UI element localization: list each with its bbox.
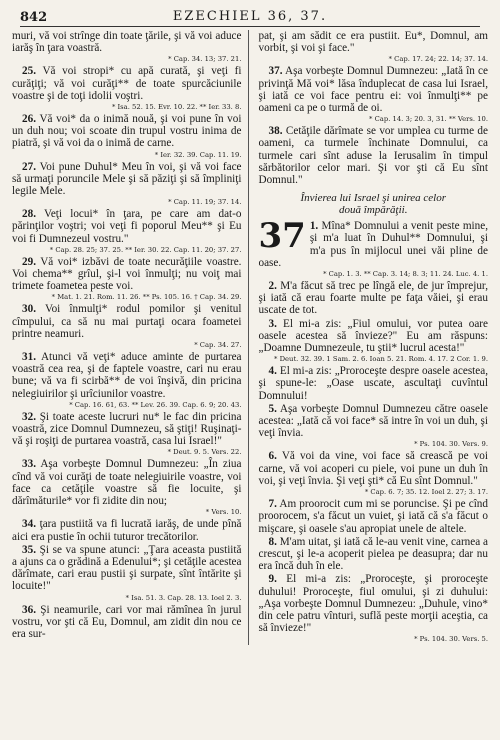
chapter-opening	[258, 216, 489, 269]
section-title-line-2: două împărăţii.	[339, 204, 408, 217]
verse-text: Voi pune Duhul* Meu în voi, şi vă voi face să urmaţi poruncile Mele şi să păziţi şi să împliniţi legile Mele.	[12, 160, 242, 198]
cross-reference: * Deut. 32. 39. 1 Sam. 2. 6. Ioan 5. 21. Rom. 4. 17. 2 Cor. 1. 9.	[274, 355, 488, 364]
verse-text: Vă voi* izbăvi de toate necurăţiile voastre. Voi chema** grîul, şi-l voi înmulţi; nu voiţ mai trimete foametea peste voi.	[12, 255, 242, 293]
verse	[259, 365, 489, 402]
verse-number: 2.	[268, 280, 277, 293]
cross-reference: * Ier. 32. 39. Cap. 11. 19.	[154, 150, 242, 159]
verse-number: 28.	[22, 208, 36, 221]
verse	[259, 536, 489, 573]
verse	[12, 65, 242, 102]
chapter-number: 37	[258, 216, 306, 257]
verse	[12, 458, 242, 507]
cross-reference: * Cap. 11. 19; 37. 14.	[168, 198, 242, 207]
verse-number: 30.	[22, 303, 36, 316]
verse-text: Aşa vorbeşte Domnul Dumnezeu către oasele acestea: „Iată că voi face* să intre în voi un duh, şi veţi învia.	[258, 402, 488, 440]
verse-text: Aşa vorbeşte Domnul Dumnezeu: „Iată în ce privinţă Mă voi* lăsa înduplecat de casa lui Israel, şi iată ce voi face pentru ei: voi înmulţi** pe oameni ca pe o turmă de oi.	[258, 65, 488, 115]
cross-reference: * Cap. 14. 3; 20. 3, 31. ** Vers. 10.	[369, 115, 488, 124]
verse-text: Cetăţile dărîmate se vor umplea cu turme de oameni, ca turmele închinate Domnului, ca turmele cari sînt aduse la Ierusalim în timpul sărbătorilor celor mari. Şi vor şti că Eu sînt Domnul."	[258, 125, 488, 187]
verse-text: El mi-a zis: „Fiul omului, vor putea oare oasele acestea să învieze?" Eu am răspuns: „Doamne Dumnezeule, tu ştii* lucrul acesta!"	[258, 317, 488, 355]
page-number: 842	[20, 10, 48, 25]
verse-text: El mi-a zis: „Proroceşte despre oasele acestea, şi spune-le: „Oase uscate, ascultaţi cuvîntul Domnului!	[258, 365, 489, 402]
verse	[12, 351, 242, 400]
section-title	[259, 192, 489, 216]
cross-reference: * Cap. 1. 3. ** Cap. 3. 14; 8. 3; 11. 24. Luc. 4. 1.	[323, 270, 488, 279]
verse-number: 7.	[268, 498, 277, 511]
cross-reference: * Cap. 17. 24; 22. 14; 37. 14.	[388, 55, 488, 64]
verse-text: Voi înmulţi* rodul pomilor şi venitul cîmpului, ca să nu mai purtaţi ocara foametei printre neamuri.	[12, 303, 242, 340]
verse	[12, 161, 242, 198]
verse-number: 35.	[22, 543, 36, 556]
verse	[259, 280, 489, 317]
section-title-line-1: Învierea lui Israel şi unirea celor	[300, 192, 446, 205]
verse-number: 33.	[22, 458, 36, 471]
verse	[12, 411, 242, 448]
verse-number: 5.	[268, 402, 277, 415]
verse-number: 27.	[22, 160, 36, 173]
verse-text: ţara pustiită va fi lucrată iarăş, de unde pînă aici era pustie în ochii tuturor trecătorilor.	[12, 518, 242, 543]
verse-text: Veţi locui* în ţara, pe care am dat-o părinţilor voştri; voi veţi fi poporul Meu** şi Eu voi fi Dumnezeul vostru."	[12, 208, 242, 245]
verse-text: El mi-a zis: „Proroceşte, şi proroceşte duhului! Proroceşte, fiul omului, şi zi duhului: „Aşa vorbeşte Domnul Dumnezeu: „Duhule, vino* din cele patru vînturi, suflă peste morţii aceştia, ca să învieze!"	[258, 573, 489, 635]
verse	[259, 403, 489, 440]
verse-number: 29.	[22, 255, 36, 268]
verse	[259, 450, 489, 487]
verse-number: 34.	[22, 518, 36, 531]
verse-number: 26.	[22, 113, 36, 126]
cross-reference: * Ps. 104. 30. Vers. 9.	[414, 440, 488, 449]
verse-continuation	[12, 30, 242, 54]
cross-reference: * Cap. 6. 7; 35. 12. Ioel 2. 27; 3. 17.	[364, 488, 488, 497]
verse-text: Şi se va spune atunci: „Ţara aceasta pustiită a ajuns ca o grădină a Edenului*; şi cetăţile acestea dărîmate, cari erau pustii şi surpate, sînt întărite şi locuite!"	[12, 543, 242, 593]
page-header	[12, 8, 488, 26]
cross-reference: * Mat. 1. 21. Rom. 11. 26. ** Ps. 105. 16. † Cap. 34. 29.	[51, 293, 242, 302]
verse	[12, 113, 242, 150]
cross-reference: * Isa. 52. 15. Evr. 10. 22. ** Ier. 33. 8.	[111, 103, 242, 112]
verse	[12, 518, 242, 542]
verse-text: Atunci vă veţi* aduce aminte de purtarea voastră cea rea, şi de faptele voastre, cari nu erau bune; vă va fi scirbă** de voi înşivă, din pricina nelegiuirilor şi urîciunilor voastre.	[12, 351, 242, 400]
verse-text: Am proorocit cum mi se poruncise. Şi pe cînd proorocem, s'a făcut un vuiet, şi iată că s'a făcut o mişcare, şi oasele s'au apropiat unele de altele.	[258, 498, 488, 535]
verse-text: M'am uitat, şi iată că le-au venit vine, carnea a crescut, şi le-a acoperit pielea pe deasupra; dar nu era încă duh în ele.	[258, 535, 489, 573]
verse-text: Vă voi* da o inimă nouă, şi voi pune în voi un duh nou; voi scoate din trupul vostru inima de piatră, şi vă voi da o inimă de carne.	[12, 113, 242, 150]
verse	[12, 303, 242, 340]
verse	[12, 256, 242, 293]
verse	[259, 125, 489, 186]
verse	[259, 65, 489, 114]
verse-number: 6.	[268, 450, 277, 463]
cross-reference: * Cap. 34. 27.	[194, 341, 242, 350]
verse-number: 36.	[22, 603, 36, 616]
verse-number: 31.	[22, 351, 36, 364]
cross-reference: * Cap. 34. 13; 37. 21.	[168, 55, 242, 64]
verse	[259, 498, 489, 535]
running-title: EZECHIEL 36, 37.	[172, 9, 328, 24]
verse	[259, 573, 489, 634]
verse-number: 32.	[22, 410, 36, 423]
cross-reference: * Deut. 9. 5. Vers. 22.	[167, 448, 242, 457]
verse-number: 9.	[268, 573, 277, 586]
verse-text: Mîna* Domnului a venit peste mine, şi m'a luat în Duhul** Domnului, şi m'a pus în mijlocul unei văi pline de oase.	[258, 220, 489, 269]
cross-reference: * Vers. 10.	[205, 508, 242, 517]
verse-continuation	[259, 30, 489, 54]
right-column-bottom	[259, 270, 489, 643]
verse-number: 25.	[22, 65, 36, 78]
right-column	[259, 30, 489, 645]
verse-text: Vă voi stropi* cu apă curată, şi veţi fi curăţiţi; vă voi curăţi** de toate spurcăciunile voastre şi de toţi idolii voştri.	[12, 65, 242, 102]
right-column-top	[259, 30, 489, 186]
verse	[12, 544, 242, 593]
verse-number: 38.	[268, 125, 283, 138]
verse-number: 37.	[268, 65, 283, 78]
cross-reference: * Cap. 16. 61, 63. ** Lev. 26. 39. Cap. 6. 9; 20. 43.	[69, 400, 242, 409]
left-column	[12, 30, 249, 645]
verse	[12, 604, 242, 641]
verse	[259, 318, 489, 355]
cross-reference: * Cap. 28. 25; 37. 25. ** Ier. 30. 22. Cap. 11. 20; 37. 27.	[49, 245, 242, 254]
verse-text: muri, vă voi strînge din toate ţările, şi vă voi aduce iarăş în ţara voastră.	[12, 30, 242, 55]
verse-number: 1.	[309, 220, 319, 233]
header-rule	[20, 26, 480, 27]
verse	[12, 208, 242, 245]
verse-number: 3.	[268, 317, 277, 330]
verse-text: M'a făcut să trec pe lîngă ele, de jur împrejur, şi iată că erau foarte multe pe faţa văiei, şi erau uscate de tot.	[258, 280, 488, 317]
verse-text: Şi neamurile, cari vor mai rămînea în jurul vostru, vor şti că Eu, Domnul, am zidit din nou ce era sur-	[12, 603, 242, 640]
verse-text: Vă voi da vine, voi face să crească pe voi carne, vă voi acoperi cu piele, voi pune un duh în voi, şi veţi învia. Şi veţi şti* că Eu sînt Domnul."	[258, 450, 488, 487]
text-columns	[12, 30, 488, 645]
verse-text: Aşa vorbeşte Domnul Dumnezeu: „În ziua cînd vă voi curăţi de toate nelegiuirile voastre, voi face ca cetăţile voastre să fie locuite, şi dărîmăturile* vor fi zidite din nou;	[12, 458, 242, 508]
cross-reference: * Isa. 51. 3. Cap. 28. 13. Ioel 2. 3.	[125, 593, 242, 602]
cross-reference: * Ps. 104. 30. Vers. 5.	[414, 635, 488, 644]
verse-text: pat, şi am sădit ce era pustiit. Eu*, Domnul, am vorbit, şi voi şi face."	[258, 30, 488, 55]
verse-number: 8.	[268, 535, 277, 548]
verse-text: Şi toate aceste lucruri nu* le fac din pricina voastră, zice Domnul Dumnezeu, să ştiţi! Ruşinaţi-vă şi roşiţi de purtarea voastră, casa lui Israel!"	[12, 410, 242, 448]
verse-number: 4.	[268, 365, 277, 378]
